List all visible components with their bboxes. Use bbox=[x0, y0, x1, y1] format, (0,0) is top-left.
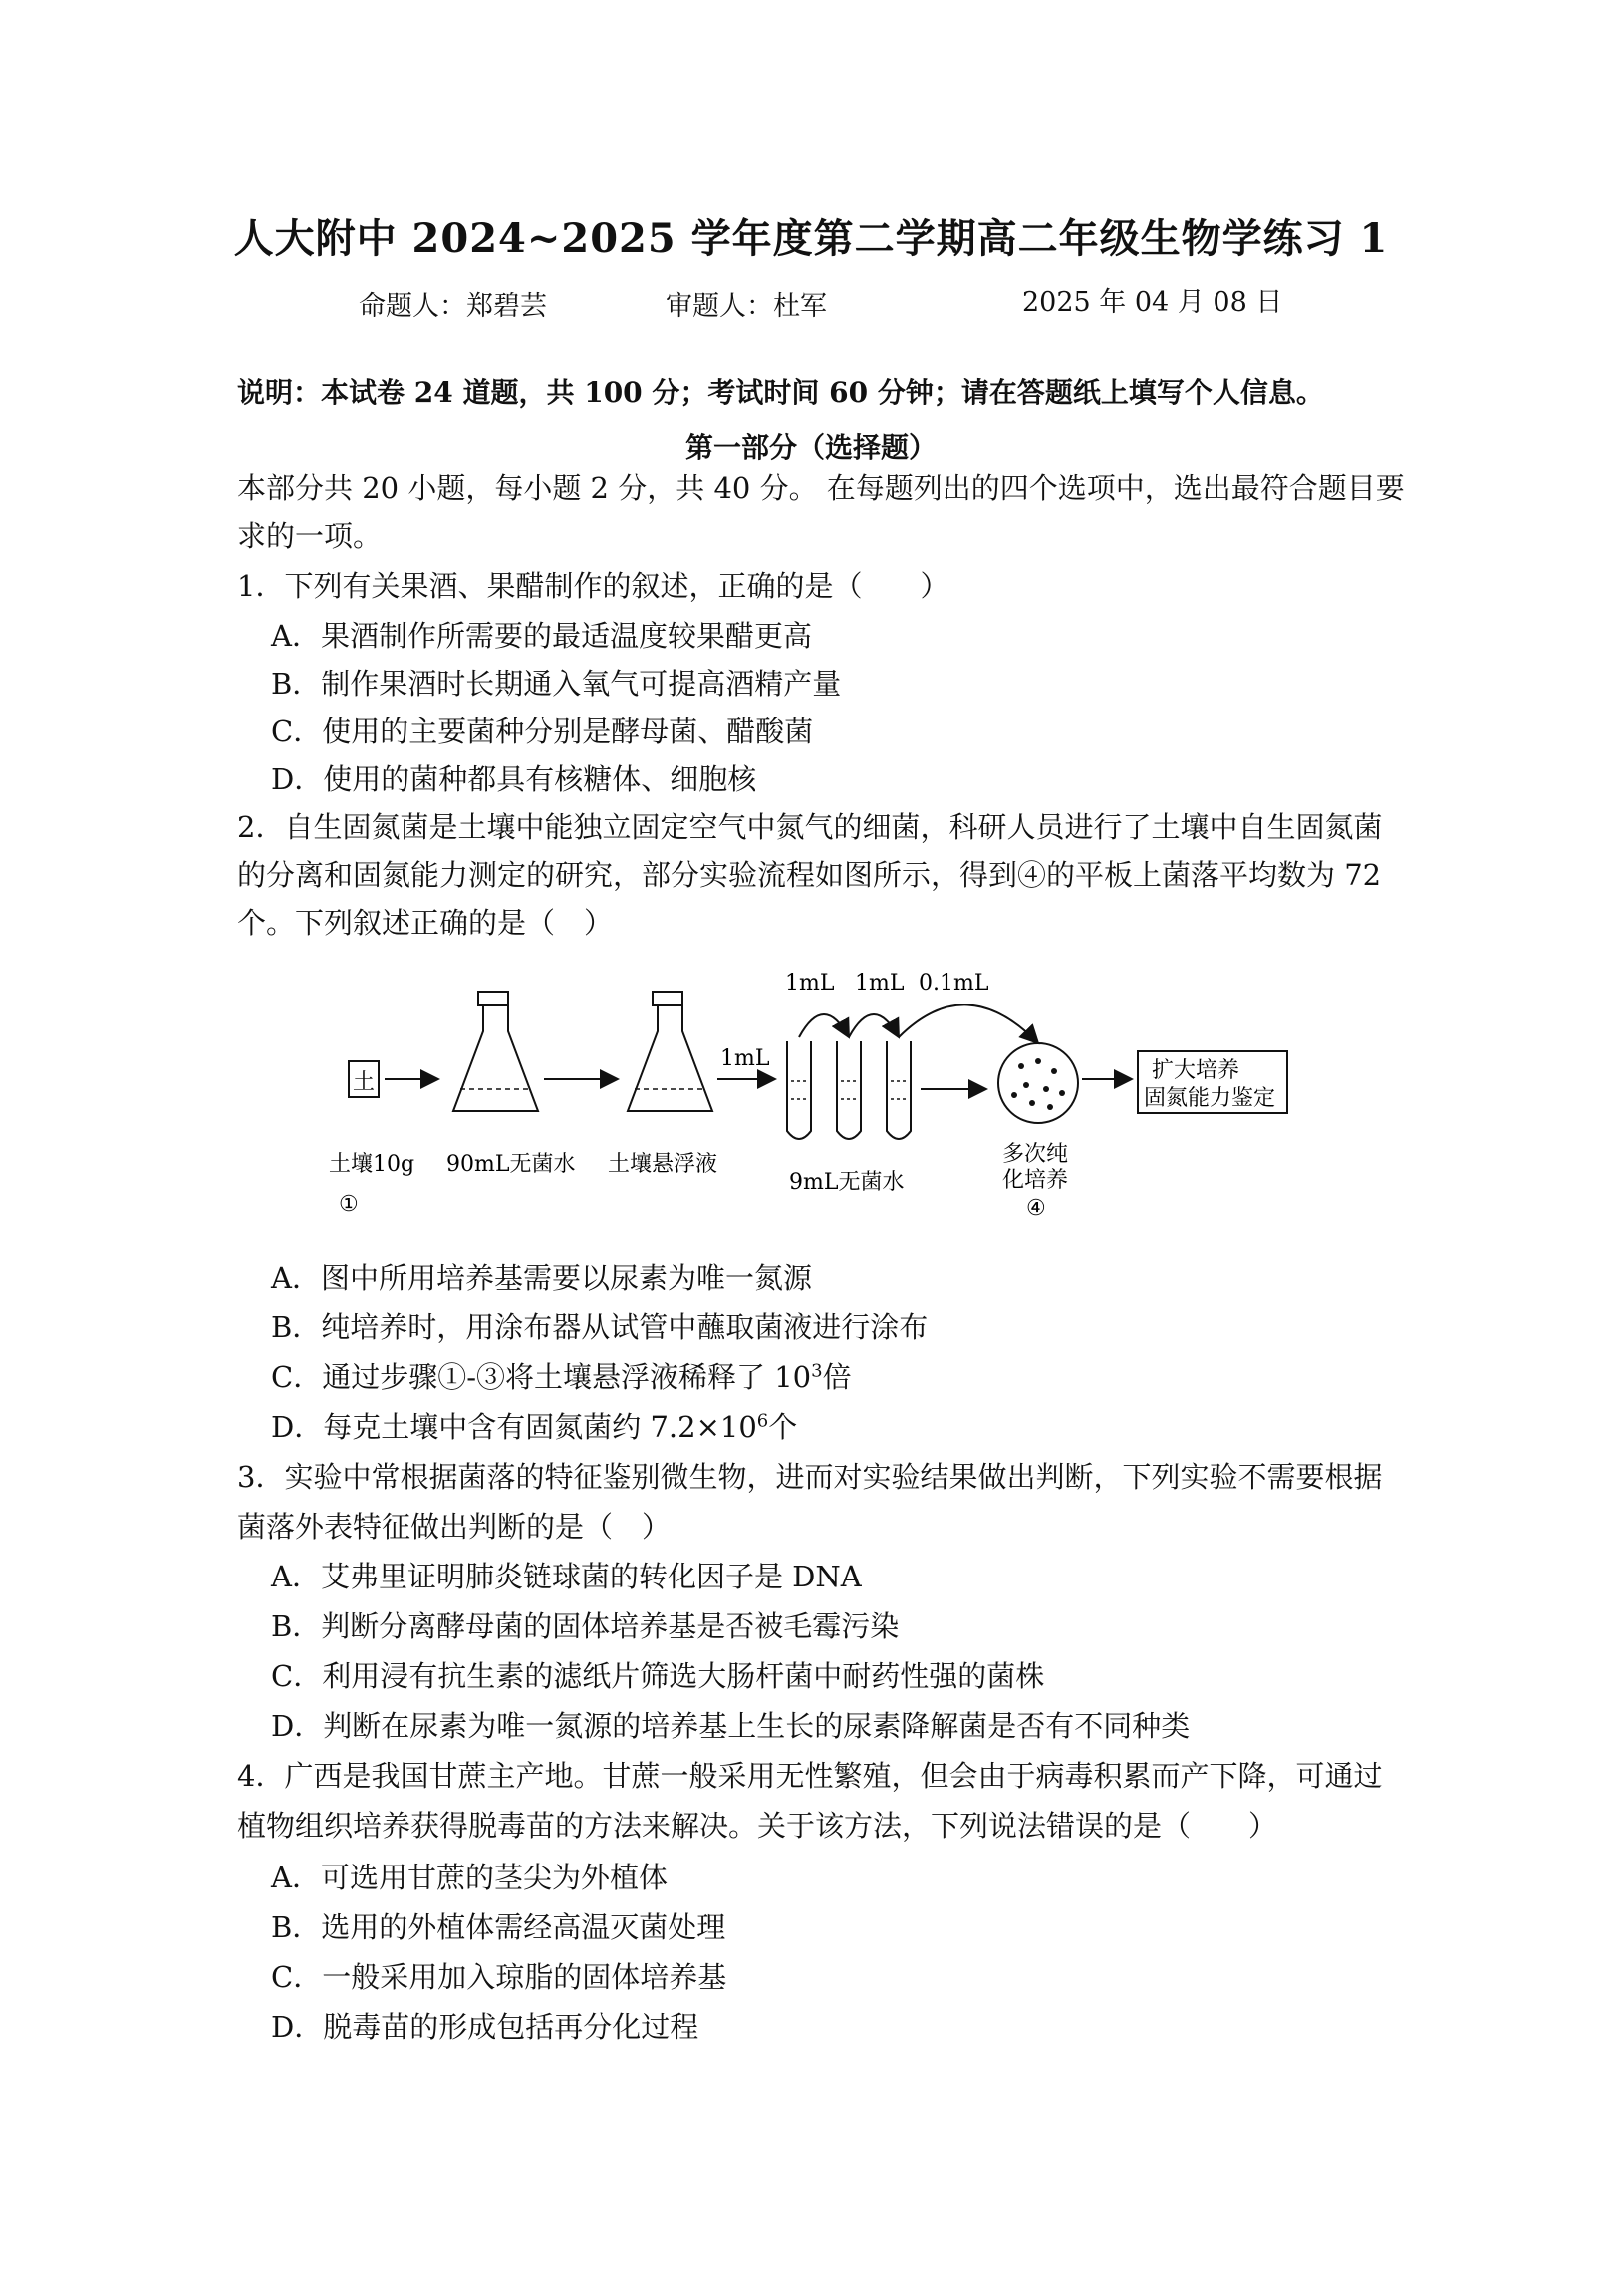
question-4-option-b: B．选用的外植体需经高温灭菌处理 bbox=[271, 1910, 726, 1944]
plate-label-line-1: 多次纯 bbox=[1002, 1142, 1069, 1167]
soil-sample-label: 土壤10g bbox=[329, 1152, 415, 1177]
result-label-line-2: 固氮能力鉴定 bbox=[1144, 1086, 1276, 1111]
question-4-stem-line-2: 植物组织培养获得脱毒苗的方法来解决。关于该方法，下列说法错误的是（ ） bbox=[237, 1809, 1278, 1843]
author-line: 命题人：郑碧芸 bbox=[359, 291, 547, 322]
option-c-text: C．通过步骤①-③将土壤悬浮液稀释了 10 bbox=[271, 1360, 812, 1394]
option-c-tail: 倍 bbox=[822, 1360, 852, 1394]
flask-1-label: 90mL无菌水 bbox=[446, 1152, 576, 1177]
experiment-flow-diagram bbox=[329, 962, 1305, 1221]
question-2-option-a: A．图中所用培养基需要以尿素为唯一氮源 bbox=[271, 1261, 812, 1294]
flask-2 bbox=[628, 992, 712, 1111]
step-1-marker: ① bbox=[339, 1192, 359, 1217]
tubes-label: 9mL无菌水 bbox=[789, 1170, 905, 1195]
petri-dish bbox=[998, 1043, 1078, 1123]
question-3-option-c: C．利用浸有抗生素的滤纸片筛选大肠杆菌中耐药性强的菌株 bbox=[271, 1659, 1045, 1693]
question-3-stem-line-2: 菌落外表特征做出判断的是（ ） bbox=[237, 1510, 672, 1544]
option-d-text: D．每克土壤中含有固氮菌约 7.2×10 bbox=[271, 1410, 757, 1444]
tube-volume-label-2: 1mL bbox=[855, 971, 905, 996]
question-1-option-b: B．制作果酒时长期通入氧气可提高酒精产量 bbox=[271, 667, 842, 701]
question-4-option-d: D．脱毒苗的形成包括再分化过程 bbox=[271, 2010, 699, 2044]
question-2-stem-line-1: 2．自生固氮菌是土壤中能独立固定空气中氮气的细菌，科研人员进行了土壤中自生固氮菌 bbox=[237, 810, 1383, 844]
question-2-option-c bbox=[271, 1355, 852, 1396]
question-4-option-a: A．可选用甘蔗的茎尖为外植体 bbox=[271, 1861, 668, 1894]
question-2-option-b: B．纯培养时，用涂布器从试管中蘸取菌液进行涂布 bbox=[271, 1310, 929, 1344]
section-title: 第一部分（选择题） bbox=[684, 431, 937, 464]
tube-volume-label-3: 0.1mL bbox=[919, 971, 989, 996]
soil-box-glyph: 土 bbox=[353, 1070, 376, 1095]
flask-1 bbox=[453, 992, 538, 1111]
exam-date: 2025 年 04 月 08 日 bbox=[1022, 287, 1283, 318]
question-4-stem-line-1: 4．广西是我国甘蔗主产地。甘蔗一般采用无性繁殖，但会由于病毒积累而产下降，可通过 bbox=[237, 1759, 1383, 1793]
transfer-volume-label: 1mL bbox=[720, 1046, 770, 1071]
question-1-option-c: C．使用的主要菌种分别是酵母菌、醋酸菌 bbox=[271, 715, 814, 748]
question-3-option-b: B．判断分离酵母菌的固体培养基是否被毛霉污染 bbox=[271, 1609, 900, 1643]
option-d-exponent: 6 bbox=[756, 1410, 769, 1432]
question-3-stem-line-1: 3．实验中常根据菌落的特征鉴别微生物，进而对实验结果做出判断，下列实验不需要根据 bbox=[237, 1460, 1383, 1494]
question-3-option-a: A．艾弗里证明肺炎链球菌的转化因子是 DNA bbox=[271, 1560, 862, 1593]
tube-volume-label-1: 1mL bbox=[785, 971, 835, 996]
flask-2-label: 土壤悬浮液 bbox=[608, 1152, 718, 1177]
section-intro-line-1: 本部分共 20 小题，每小题 2 分，共 40 分。 在每题列出的四个选项中，选出最符合题目要 bbox=[237, 471, 1405, 505]
section-intro-line-2: 求的一项。 bbox=[237, 519, 383, 553]
question-1-option-d: D．使用的菌种都具有核糖体、细胞核 bbox=[271, 762, 757, 796]
result-label-line-1: 扩大培养 bbox=[1152, 1058, 1240, 1083]
question-3-option-d: D．判断在尿素为唯一氮源的培养基上生长的尿素降解菌是否有不同种类 bbox=[271, 1709, 1191, 1743]
question-2-option-d bbox=[271, 1405, 797, 1446]
plate-label-line-2: 化培养 bbox=[1002, 1168, 1069, 1193]
question-1-option-a: A．果酒制作所需要的最适温度较果醋更高 bbox=[271, 619, 812, 653]
exam-instructions: 说明：本试卷 24 道题，共 100 分；考试时间 60 分钟；请在答题纸上填写个人信息。 bbox=[237, 376, 1324, 409]
step-4-marker: ④ bbox=[1026, 1196, 1046, 1221]
question-2-stem-line-3: 个。下列叙述正确的是（ ） bbox=[237, 906, 614, 940]
page-title: 人大附中 2024~2025 学年度第二学期高二年级生物学练习 1 bbox=[233, 215, 1389, 262]
question-1-stem: 1．下列有关果酒、果醋制作的叙述，正确的是（ ） bbox=[237, 569, 949, 603]
option-c-exponent: 3 bbox=[811, 1360, 823, 1382]
test-tubes bbox=[787, 1041, 911, 1139]
tube-to-plate-arrow bbox=[899, 1004, 1038, 1043]
tube-transfer-arrow-1 bbox=[799, 1014, 849, 1037]
tube-transfer-arrow-2 bbox=[849, 1014, 899, 1037]
question-4-option-c: C．一般采用加入琼脂的固体培养基 bbox=[271, 1960, 727, 1994]
reviewer-line: 审题人：杜军 bbox=[666, 291, 827, 322]
option-d-tail: 个 bbox=[768, 1410, 798, 1444]
question-2-stem-line-2: 的分离和固氮能力测定的研究，部分实验流程如图所示，得到④的平板上菌落平均数为 72 bbox=[237, 858, 1382, 892]
flow-diagram-svg bbox=[329, 962, 1305, 1221]
